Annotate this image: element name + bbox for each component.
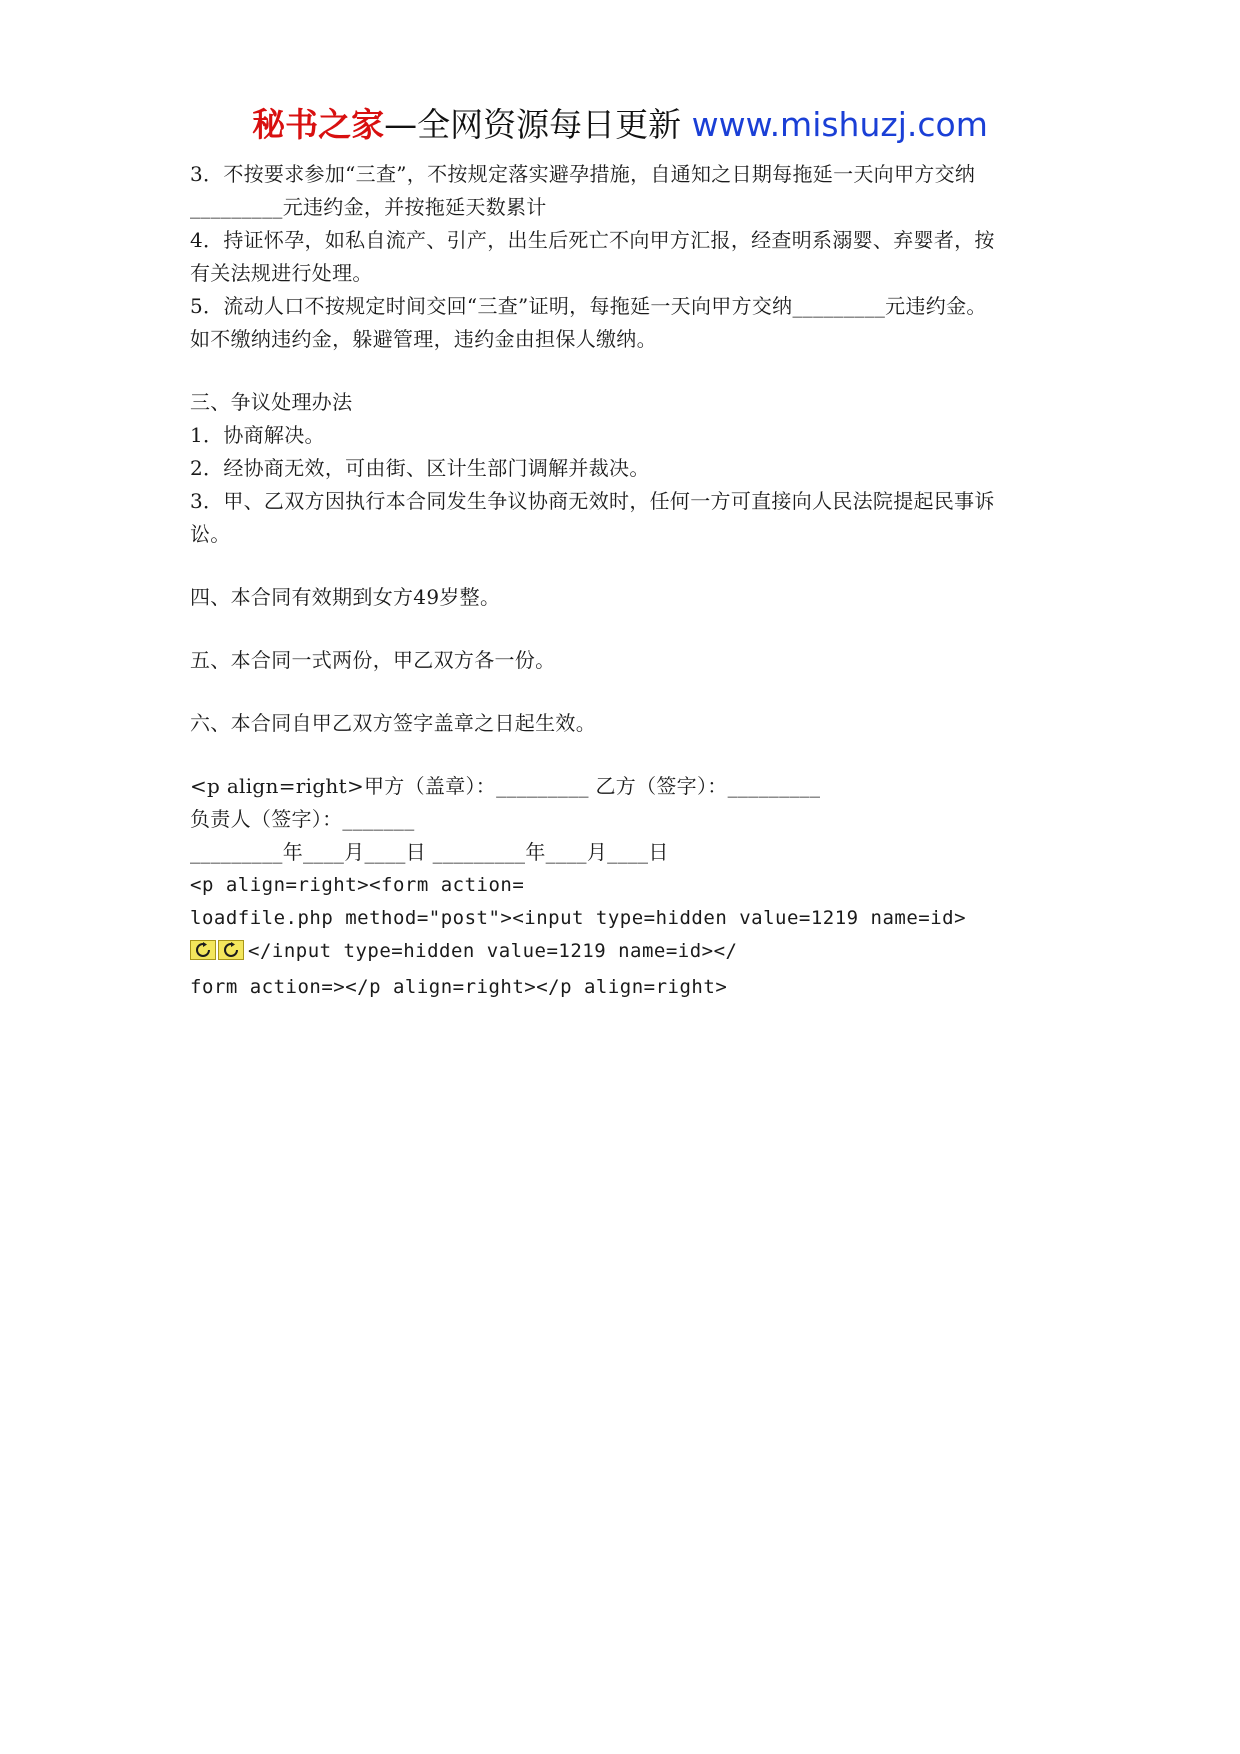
- clause-3-line-2: _________元违约金，并按拖延天数累计: [190, 195, 547, 219]
- icon-group: [190, 938, 246, 971]
- code-line-3: </input type=hidden value=1219 name=id></: [248, 940, 738, 962]
- clause-4-line-1: 4．持证怀孕，如私自流产、引产，出生后死亡不向甲方汇报，经查明系溺婴、弃婴者，按: [190, 228, 995, 252]
- section-6: 六、本合同自甲乙双方签字盖章之日起生效。: [190, 711, 596, 735]
- code-line-1: <p align=right><form action=: [190, 874, 525, 896]
- refresh-icon[interactable]: [190, 940, 216, 960]
- clause-3-line-1: 3．不按要求参加“三查”，不按规定落实避孕措施，自通知之日期每拖延一天向甲方交纳: [190, 162, 976, 186]
- signature-line: <p align=right>甲方（盖章）：_________ 乙方（签字）：_________: [190, 774, 821, 798]
- code-line-3-row: [190, 935, 1070, 971]
- refresh-icon[interactable]: [218, 940, 244, 960]
- section-3-item-3-line-2: 讼。: [190, 522, 231, 546]
- spacer: [190, 551, 1070, 581]
- clause-5-line-2: 如不缴纳违约金，躲避管理，违约金由担保人缴纳。: [190, 327, 657, 351]
- clause-5-line-1: 5．流动人口不按规定时间交回“三查”证明，每拖延一天向甲方交纳_________元违约金。: [190, 294, 987, 318]
- site-url-link[interactable]: www.mishuzj.com: [691, 105, 988, 144]
- code-line-4: form action=></p align=right></p align=right>: [190, 976, 728, 998]
- site-brand: 秘书之家: [252, 105, 385, 144]
- date-line: _________年____月____日 _________年____月____日: [190, 840, 669, 864]
- document-body: [190, 158, 1070, 1004]
- section-5: 五、本合同一式两份，甲乙双方各一份。: [190, 648, 556, 672]
- code-line-2: loadfile.php method="post"><input type=hidden value=1219 name=id>: [190, 907, 967, 929]
- section-3-item-2: 2．经协商无效，可由街、区计生部门调解并裁决。: [190, 456, 650, 480]
- spacer: [190, 677, 1070, 707]
- section-3-item-3-line-1: 3．甲、乙双方因执行本合同发生争议协商无效时，任何一方可直接向人民法院提起民事诉: [190, 489, 995, 513]
- spacer: [190, 356, 1070, 386]
- section-3-title: 三、争议处理办法: [190, 390, 353, 414]
- responsible-signature-line: 负责人（签字）：_______: [190, 807, 415, 831]
- site-header: [0, 101, 1240, 149]
- site-tagline: —全网资源每日更新: [384, 105, 682, 144]
- section-3-item-1: 1．协商解决。: [190, 423, 325, 447]
- spacer: [190, 740, 1070, 770]
- clause-4-line-2: 有关法规进行处理。: [190, 261, 373, 285]
- section-4: 四、本合同有效期到女方49岁整。: [190, 585, 501, 609]
- spacer: [190, 614, 1070, 644]
